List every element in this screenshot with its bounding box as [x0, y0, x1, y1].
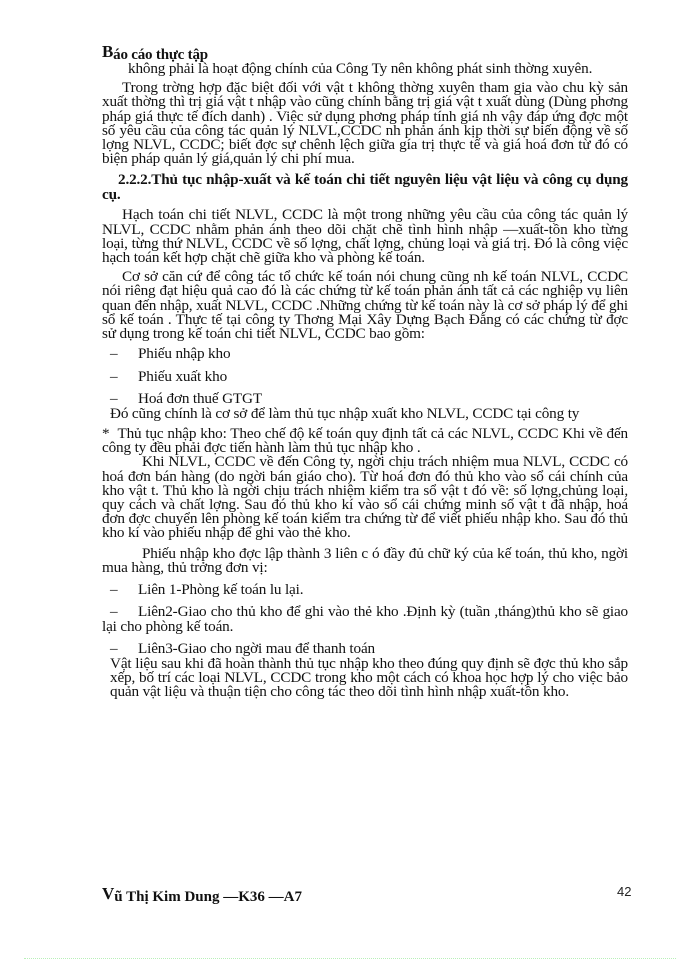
receipt-procedure-text: Thủ tục nhập kho: Theo chế độ kế toán quy định tất cả các NLVL, CCDC Khi về đến công ty đều phải đợc tiến hành làm thủ tục nhập kho .	[102, 424, 628, 457]
list-item-text: Phiếu xuất kho	[138, 367, 228, 385]
paragraph-storage: Vật liệu sau khi đã hoàn thành thủ tục nhập kho theo đúng quy định sẽ đợc thủ kho sắp xếp, bố trí các loại NLVL, CCDC trong kho một cách có khoa học hợp lý cho việc bảo quản vật liệu và thuận tiện cho công tác theo dõi tình hình nhập xuất-tồn kho.	[110, 654, 628, 701]
list-item	[102, 580, 628, 598]
asterisk-marker: *	[102, 424, 110, 442]
list-item	[102, 605, 628, 634]
list-item	[102, 367, 628, 385]
header-title: áo cáo thực tập	[113, 47, 208, 63]
footer-author-initial: V	[102, 884, 115, 903]
footer-author	[102, 884, 302, 906]
header-title-initial: B	[102, 42, 114, 61]
list-item-text: Liên2-Giao cho thủ kho để ghi vào thẻ kho .Định kỳ (tuần ,tháng)thủ kho sẽ giao lại cho phòng kế toán.	[102, 603, 628, 635]
dash-bullet: –	[110, 640, 118, 658]
paragraph-special-case: Trong trờng hợp đặc biệt đối với vật t không thờng xuyên tham gia vào chu kỳ sản xuất thờng thì trị giá vật t nhập vào cũng chính bằng trị giá vật t xuất dùng (Dùng phơng pháp giá thực tế đích danh) . Việc sử dụng phơng pháp tính giá nh vậy đáp ứng đợc một số yêu cầu của công tác quản lý NLVL,CCDC nh phản ánh kịp thời sự biến động về số lợng NLVL, CCDC; biết đợc sự chênh lệch giữa gía trị thực tế và giá hoá đơn từ đó có biện pháp quản lý giá,quản lý chi phí mua.	[102, 79, 628, 168]
dash-bullet: –	[110, 390, 118, 408]
list-item-text: Phiếu nhập kho	[138, 345, 231, 363]
section-heading: 2.2.2.Thủ tục nhập-xuất và kế toán chi tiết nguyên liệu vật liệu và công cụ dụng cụ.	[102, 171, 628, 204]
paragraph-receipt-procedure	[102, 424, 628, 457]
list-item-text: Liên3-Giao cho ngời mau để thanh toán	[138, 640, 375, 658]
list-item	[102, 392, 628, 407]
dash-bullet: –	[110, 580, 118, 598]
paragraph-continuation: không phải là hoạt động chính của Công Ty nên không phát sinh thờng xuyên.	[128, 60, 593, 77]
dash-bullet: –	[110, 603, 118, 621]
page-break-rule	[24, 958, 676, 959]
paragraph-basis-conclusion: Đó cũng chính là cơ sở để làm thủ tục nhập xuất kho NLVL, CCDC tại công ty	[110, 404, 580, 422]
copies-list	[102, 580, 628, 658]
paragraph-receipt-copies: Phiếu nhập kho đợc lập thành 3 liên c ó đầy đủ chữ ký của kế toán, thủ kho, ngời mua hàng, thủ trởng đơn vị:	[102, 544, 628, 576]
document-body	[102, 62, 628, 700]
footer-author-name: ũ Thị Kim Dung —K36 —A7	[114, 889, 302, 905]
documents-list	[102, 347, 628, 407]
paragraph-basis: Cơ sở căn cứ để công tác tổ chức kế toán nói chung cũng nh kế toán NLVL, CCDC nói riêng đạt hiệu quả cao đó là các chứng từ kế toán phản ánh tất cả các nghiệp vụ liên quan đến nhập, xuất NLVL, CCDC .Những chứng từ kế toán này là cơ sở pháp lý để ghi sổ kế toán . Thực tế tại công ty Thơng Mại Xây Dựng Bạch Đằng có các chứng từ đợc sử dụng trong kế toán chi tiết NLVL, CCDC bao gồm:	[102, 268, 628, 343]
paragraph-when-arrive: Khi NLVL, CCDC về đến Công ty, ngời chịu trách nhiệm mua NLVL, CCDC có hoá đơn bán hàng (do ngời bán giáo cho). Từ hoá đơn đó thủ kho vào sổ cái chính của kho vật t. Thủ kho là ngời chịu trách nhiệm kiểm tra sổ vật t đó về: số lợng,chủng loại, quy cách và chất lợng. Sau đó thủ kho kí vào sổ cái chứng minh số vật t đã nhập, hoá đơn đợc chuyển lên phòng kế toán kiểm tra chứng từ để viết phiếu nhập kho. Sau đó thủ kho kí vào phiếu nhập để ghi vào thẻ kho.	[102, 453, 628, 542]
list-item	[102, 642, 628, 657]
paragraph-detail-accounting: Hạch toán chi tiết NLVL, CCDC là một trong những yêu cầu của công tác quản lý NLVL, CCDC nhằm phản ánh theo dõi chặt chẽ tình hình nhập —xuất-tồn kho từng loại, từng thứ NLVL, CCDC về số lợng, chất lợng, chủng loại và giá trị. Đó là công việc hạch toán kết hợp chặt chẽ giữa kho và phòng kế toán.	[102, 206, 628, 267]
dash-bullet: –	[110, 367, 118, 385]
dash-bullet: –	[110, 345, 118, 363]
list-item	[102, 347, 628, 362]
list-item-text: Hoá đơn thuế GTGT	[138, 390, 263, 408]
list-item-text: Liên 1-Phòng kế toán lu lại.	[138, 580, 304, 598]
page-number: 42	[617, 884, 632, 899]
